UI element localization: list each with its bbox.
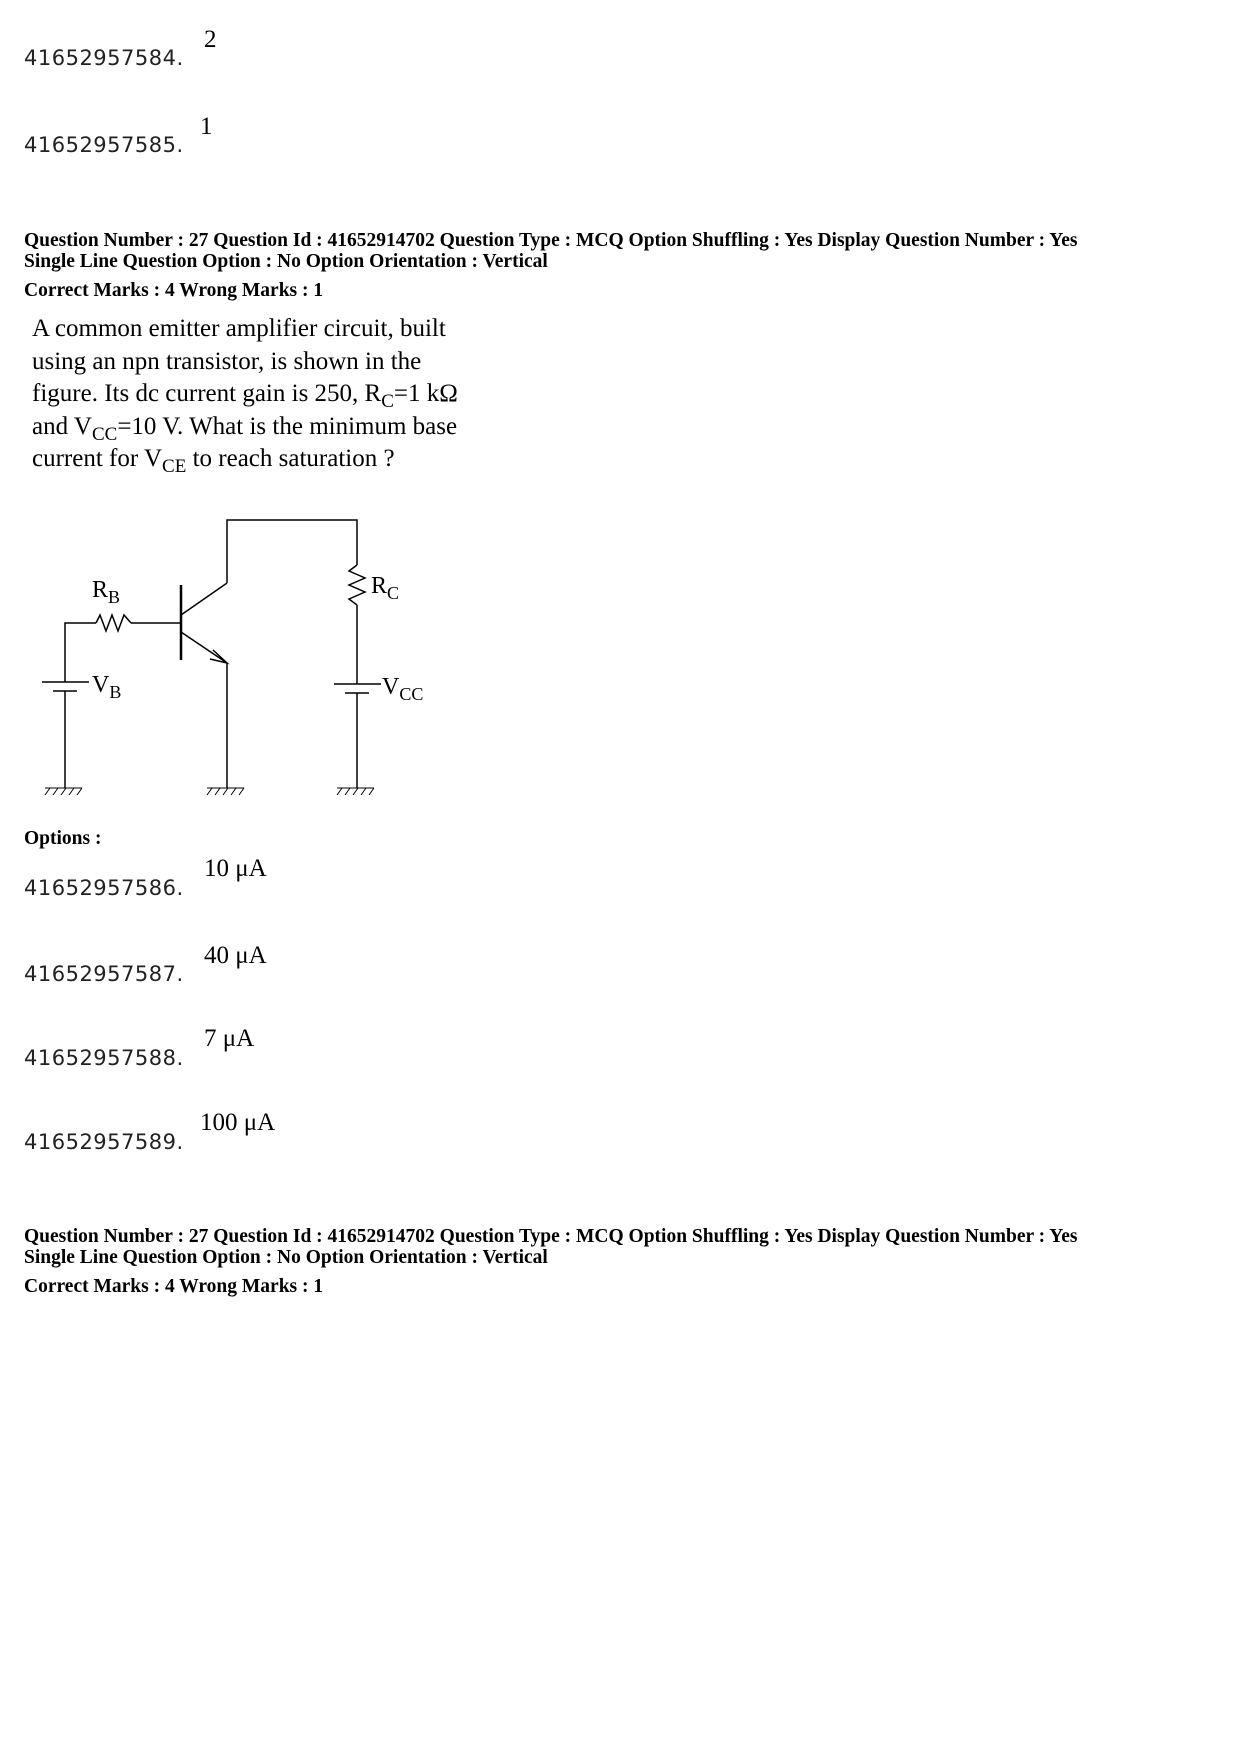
question-meta-line2: Single Line Question Option : No Option Orientation : Vertical	[24, 1247, 548, 1268]
rc-label: $R_C$	[371, 573, 400, 603]
circuit-diagram	[0, 500, 480, 810]
option-value: 10 μA	[204, 855, 267, 882]
option-id: 41652957585.	[24, 133, 184, 157]
question-text-line: A common emitter amplifier circuit, built	[32, 315, 446, 342]
option-value: 100 μA	[200, 1109, 276, 1136]
option-value: 2	[204, 26, 217, 53]
option-value: 40 μA	[204, 942, 267, 969]
question-text-line: and $V_{CC}=10$ V. What is the minimum base	[32, 412, 458, 445]
option-value: 7 μA	[204, 1025, 255, 1052]
option-value: 1	[200, 113, 213, 140]
rc-resistor	[349, 565, 365, 605]
collector-wire	[227, 520, 357, 583]
vcc-label: $V_{CC}$	[382, 674, 424, 704]
vb-label: $V_B$	[92, 672, 122, 702]
rb-resistor	[96, 615, 131, 631]
options-label: Options :	[24, 828, 102, 849]
question-text-line: figure. Its dc current gain is 250, $R_C=1$ kΩ	[32, 380, 458, 412]
question-meta-line1: Question Number : 27 Question Id : 41652914702 Question Type : MCQ Option Shuffling : Yes Display Question Number : Yes	[24, 230, 1078, 251]
question-marks: Correct Marks : 4 Wrong Marks : 1	[24, 1276, 324, 1297]
option-id: 41652957587.	[24, 962, 184, 986]
ground-icon	[207, 788, 244, 795]
question-text-line: using an npn transistor, is shown in the	[32, 347, 422, 375]
ground-icon	[45, 788, 82, 795]
option-id: 41652957588.	[24, 1046, 184, 1070]
collector-lead	[181, 583, 227, 615]
ground-icon	[337, 788, 374, 795]
question-text-line: current for $V_{CE}$ to reach saturation ?	[32, 445, 395, 477]
option-id: 41652957589.	[24, 1130, 184, 1154]
question-meta-line2: Single Line Question Option : No Option Orientation : Vertical	[24, 251, 548, 272]
option-id: 41652957584.	[24, 46, 184, 70]
rb-label: $R_B$	[92, 577, 121, 607]
emitter-lead	[181, 632, 227, 663]
question-text	[32, 313, 572, 476]
question-marks: Correct Marks : 4 Wrong Marks : 1	[24, 280, 324, 301]
option-id: 41652957586.	[24, 876, 184, 900]
question-meta-line1: Question Number : 27 Question Id : 41652914702 Question Type : MCQ Option Shuffling : Yes Display Question Number : Yes	[24, 1226, 1078, 1247]
